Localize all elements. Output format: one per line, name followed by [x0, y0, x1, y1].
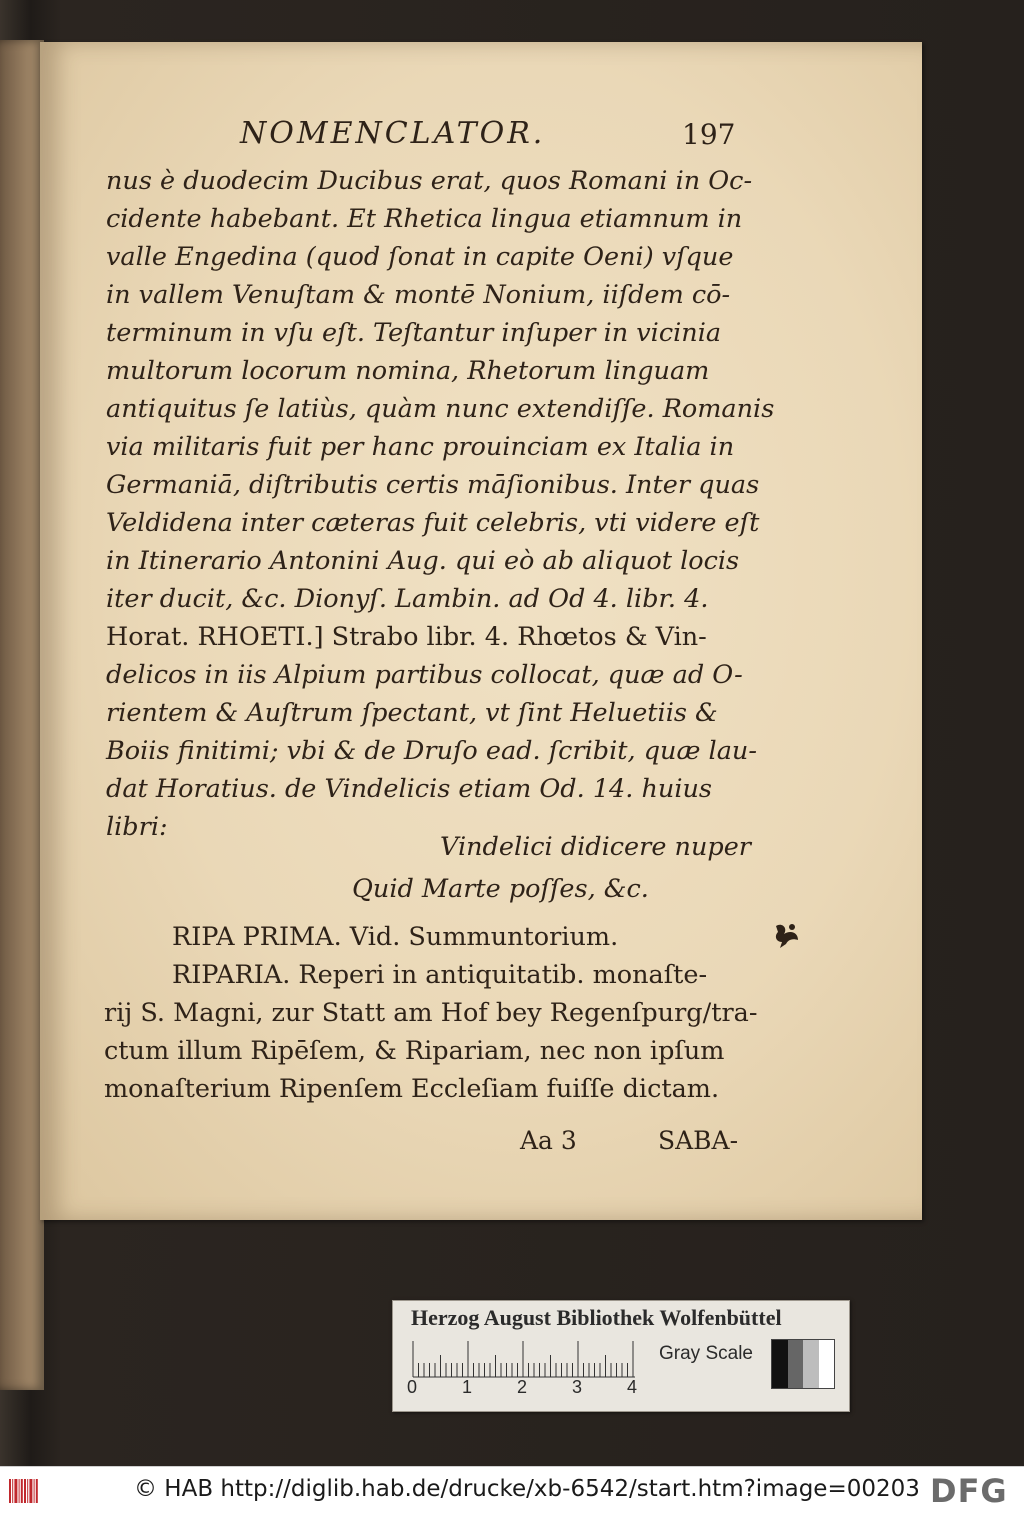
verse-line: Quid Marte poſſes, &c. — [352, 874, 649, 904]
ruler-number: 1 — [462, 1377, 473, 1397]
text-line: cidente habebant. Et Rhetica lingua etiamnum in — [106, 204, 743, 234]
ruler-number: 2 — [517, 1377, 528, 1397]
gray-scale-patches — [771, 1339, 835, 1389]
ruler-number: 4 — [627, 1377, 638, 1397]
text-line: multorum locorum nomina, Rhetorum linguam — [106, 356, 710, 386]
text-line: libri: — [106, 812, 168, 842]
gray-patch — [819, 1340, 835, 1388]
entry-riparia-line: ctum illum Ripēſem, & Ripariam, nec non ipſum — [104, 1036, 725, 1066]
entry-riparia-line: rij S. Magni, zur Statt am Hof bey Regenſpurg/tra- — [104, 998, 758, 1028]
logo-bar — [9, 1479, 11, 1503]
logo-bar — [27, 1479, 28, 1503]
signature-mark: Aa 3 — [520, 1126, 577, 1155]
logo-bar — [34, 1479, 35, 1503]
previous-page-edge — [0, 40, 44, 1390]
text-line: iter ducit, &c. Dionyſ. Lambin. ad Od 4. libr. 4. — [106, 584, 709, 614]
ruler-number: 3 — [572, 1377, 583, 1397]
viewer-footer — [0, 1466, 1024, 1515]
gray-patch — [803, 1340, 819, 1388]
text-line: Horat. RHOETI.] Strabo libr. 4. Rhœtos & Vin- — [106, 622, 707, 652]
ruler-number: 0 — [407, 1377, 418, 1397]
logo-bar — [12, 1479, 13, 1503]
ruler-scale — [411, 1337, 637, 1379]
fleuron-icon — [770, 918, 804, 952]
logo-bar — [29, 1479, 32, 1503]
logo-bar — [14, 1479, 17, 1503]
text-line: via militaris fuit per hanc prouinciam ex Italia in — [106, 432, 735, 462]
text-line: delicos in iis Alpium partibus collocat, quæ ad O- — [106, 660, 743, 690]
ruler-labels — [407, 1377, 647, 1401]
text-line: dat Horatius. de Vindelicis etiam Od. 14. huius — [106, 774, 712, 804]
logo-bar — [24, 1479, 26, 1503]
hab-barcode-logo-icon — [8, 1477, 38, 1505]
gray-scale-label: Gray Scale — [659, 1343, 753, 1364]
dfg-logo: DFG — [930, 1472, 1008, 1510]
card-title: Herzog August Bibliothek Wolfenbüttel — [411, 1305, 782, 1330]
text-line: Boiis finitimi; vbi & de Druſo ead. ſcribit, quæ lau- — [106, 736, 757, 766]
text-line: Veldidena inter cæteras fuit celebris, vti videre eſt — [106, 508, 760, 538]
verse-line: Vindelici didicere nuper — [440, 832, 751, 862]
text-line: in vallem Venuſtam & montē Nonium, iiſdem cō- — [106, 280, 731, 310]
catchword: SABA- — [658, 1126, 739, 1155]
entry-ripa-prima: RIPA PRIMA. Vid. Summuntorium. — [172, 922, 619, 952]
page-number: 197 — [682, 118, 736, 151]
text-line: antiquitus ſe latiùs, quàm nunc extendiſſe. Romanis — [106, 394, 775, 424]
text-line: rientem & Auſtrum ſpectant, vt ſint Heluetiis & — [106, 698, 718, 728]
entry-riparia-line: monaſterium Ripenſem Eccleſiam fuiſſe dictam. — [104, 1074, 720, 1104]
gray-patch — [788, 1340, 804, 1388]
logo-bar — [36, 1479, 38, 1503]
text-line: in Itinerario Antonini Aug. qui eò ab aliquot locis — [106, 546, 740, 576]
running-header: NOMENCLATOR. — [240, 116, 546, 151]
text-line: nus è duodecim Ducibus erat, quos Romani in Oc- — [106, 166, 753, 196]
text-line: valle Engedina (quod ſonat in capite Oeni) vſque — [106, 242, 734, 272]
text-line: terminum in vſu eſt. Teſtantur inſuper in vicinia — [106, 318, 722, 348]
text-line: Germaniā, diſtributis certis māſionibus. Inter quas — [106, 470, 760, 500]
logo-bar — [21, 1479, 23, 1503]
gray-patch — [772, 1340, 788, 1388]
logo-bar — [19, 1479, 20, 1503]
color-calibration-card — [392, 1300, 850, 1412]
entry-riparia-line: RIPARIA. Reperi in antiquitatib. monaſte- — [172, 960, 708, 990]
copyright-url[interactable]: © HAB http://diglib.hab.de/drucke/xb-6542/start.htm?image=00203 — [134, 1476, 920, 1502]
